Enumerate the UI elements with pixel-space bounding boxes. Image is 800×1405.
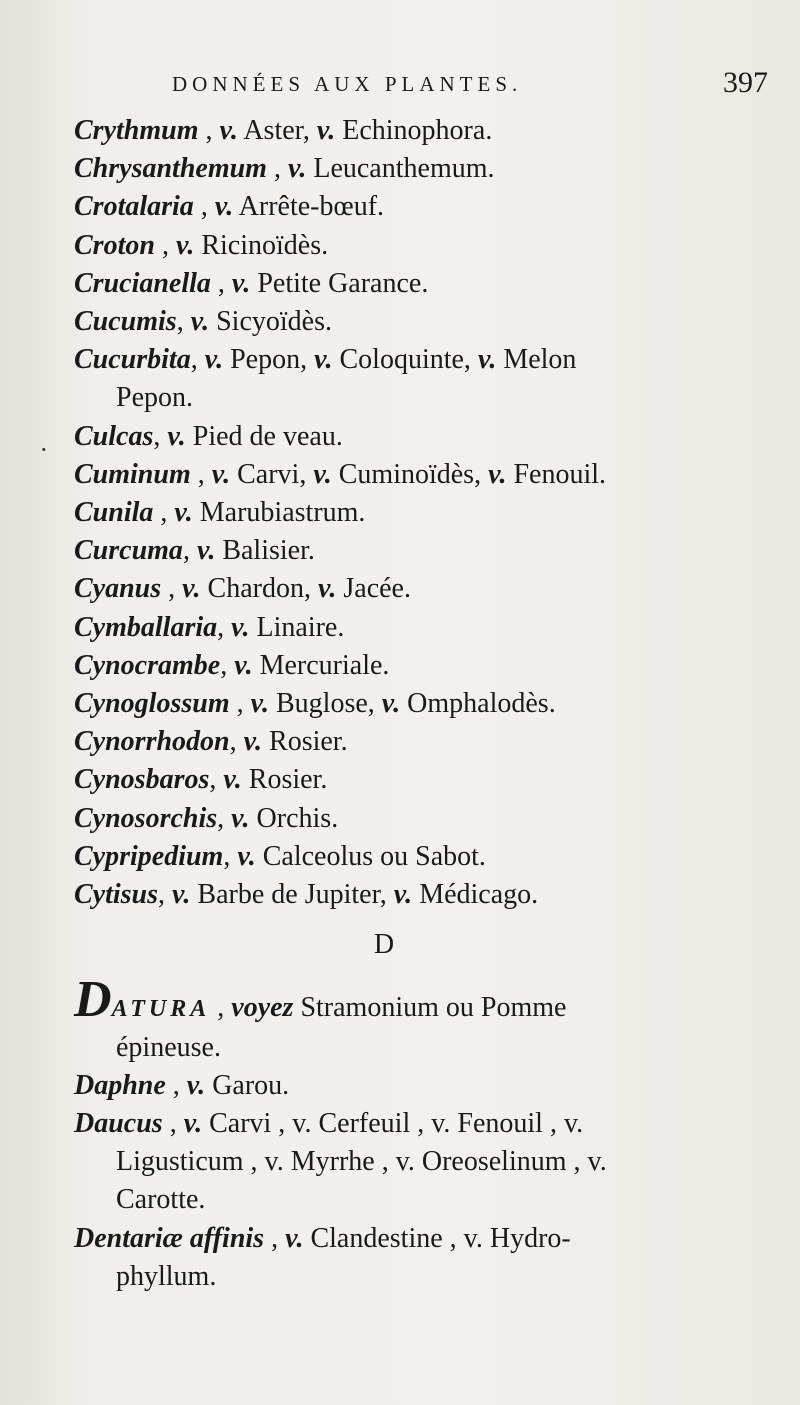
separator: , (209, 764, 224, 796)
voyez-abbr: v. (231, 611, 250, 643)
separator: , (229, 726, 244, 758)
voyez-abbr: v. (317, 573, 337, 605)
entry-continuation: Ligusticum , v. Myrrhe , v. Oreoselinum , v. (116, 1146, 607, 1178)
voyez-abbr: v. (477, 344, 497, 376)
separator: , (158, 879, 173, 911)
voyez-abbr: v. (234, 649, 253, 681)
voyez-abbr: v. (314, 344, 333, 376)
genus-name: Cyanus (74, 573, 162, 605)
cross-reference: Ricinoïdès. (194, 229, 329, 261)
genus-name: Dentariæ affinis (74, 1222, 265, 1254)
entry-list (74, 112, 774, 1296)
cross-reference: Carvi, (230, 458, 314, 490)
list-item (74, 570, 774, 608)
list-item (74, 1105, 774, 1220)
voyez-abbr: v. (167, 420, 186, 452)
voyez-abbr: v. (204, 344, 224, 376)
genus-name: Daphne (74, 1069, 166, 1101)
voyez-abbr: v. (186, 1069, 206, 1101)
voyez-abbr: v. (250, 688, 269, 720)
list-item (74, 418, 774, 456)
genus-name: Cucumis (74, 306, 177, 338)
genus-name: Culcas (74, 420, 154, 452)
entry-continuation: phyllum. (116, 1260, 217, 1292)
voyez-abbr: v. (219, 115, 238, 146)
voyez-abbr: v. (313, 458, 332, 490)
genus-name: Crucianella (74, 267, 211, 299)
voyez-abbr: v. (182, 573, 201, 605)
list-item (74, 1220, 774, 1296)
list-item (74, 150, 774, 188)
voyez-abbr: v. (223, 764, 242, 796)
list-item (74, 876, 774, 914)
voyez-word: voyez (231, 992, 294, 1024)
separator: , (182, 535, 197, 567)
cross-reference: Sicyoïdès. (209, 306, 332, 338)
section-letter: D (373, 929, 395, 961)
cross-reference: Omphalodès. (400, 688, 556, 720)
genus-name: ATURA (111, 996, 211, 1023)
list-item (74, 761, 774, 799)
cross-reference: Rosier. (241, 764, 328, 796)
voyez-abbr: v. (285, 1222, 304, 1254)
cross-reference: Clandestine , v. Hydro- (303, 1222, 571, 1254)
cross-reference: Garou. (205, 1069, 290, 1101)
voyez-abbr: v. (172, 879, 191, 911)
running-title: DONNÉES AUX PLANTES. (172, 72, 523, 96)
list-item (74, 800, 774, 838)
genus-name: Crythmum (74, 115, 199, 146)
separator: , (229, 688, 251, 720)
cross-reference: Calceolus ou Sabot. (255, 840, 486, 872)
separator: , (223, 840, 238, 872)
list-item (74, 188, 774, 226)
list-item (74, 609, 774, 647)
separator: , (161, 573, 183, 605)
list-item (74, 112, 774, 150)
voyez-abbr: v. (183, 1108, 203, 1140)
separator: , (217, 802, 232, 834)
genus-name: Cytisus (74, 879, 159, 911)
cross-reference: Balisier. (215, 535, 315, 567)
separator: , (217, 611, 232, 643)
separator: , (210, 992, 232, 1024)
voyez-abbr: v. (190, 306, 210, 338)
genus-name: Croton (74, 229, 155, 261)
genus-name: Cypripedium (74, 840, 224, 872)
cross-reference: Arrête-bœuf. (233, 191, 385, 223)
cross-reference: Chardon, (200, 573, 318, 605)
cross-reference: Fenouil. (506, 458, 607, 490)
separator: , (190, 458, 212, 490)
separator: , (176, 306, 191, 338)
list-item (74, 532, 774, 570)
voyez-abbr: v. (214, 191, 234, 223)
voyez-abbr: v. (488, 458, 507, 490)
list-item (74, 265, 774, 303)
genus-name: Cymballaria (74, 611, 218, 643)
voyez-abbr: v. (174, 497, 193, 529)
cross-reference: Médicago. (412, 879, 539, 911)
separator: , (266, 153, 288, 185)
separator: , (190, 344, 205, 376)
stray-mark: · (40, 436, 48, 464)
separator: , (153, 420, 168, 452)
voyez-abbr: v. (175, 229, 195, 261)
list-item (74, 303, 774, 341)
list-item (74, 1067, 774, 1105)
voyez-abbr: v. (243, 726, 263, 758)
cross-reference: Barbe de Jupiter, (190, 879, 394, 911)
cross-reference: Pepon, (223, 344, 315, 376)
list-item (74, 227, 774, 265)
cross-reference: Aster, (237, 115, 317, 146)
cross-reference: Cuminoïdès, (331, 458, 489, 490)
genus-name: Cynorrhodon (74, 726, 230, 758)
separator: , (193, 191, 215, 223)
cross-reference: Buglose, (269, 688, 382, 720)
list-item (74, 685, 774, 723)
genus-name: Curcuma (74, 535, 183, 567)
separator: , (210, 267, 232, 299)
genus-name: Cynoglossum (74, 688, 230, 720)
cross-reference: Linaire. (249, 611, 345, 643)
list-item (74, 838, 774, 876)
running-head (172, 66, 768, 106)
cross-reference: Marubiastrum. (192, 497, 366, 529)
separator: , (198, 115, 220, 146)
entry-continuation: Pepon. (116, 382, 193, 414)
entry-continuation: épineuse. (116, 1031, 221, 1063)
page-number: 397 (723, 66, 768, 99)
voyez-abbr: v. (231, 267, 251, 299)
voyez-abbr: v. (237, 840, 256, 872)
voyez-abbr: v. (316, 115, 336, 146)
voyez-abbr: v. (287, 153, 307, 185)
genus-name: Cynosorchis (74, 802, 218, 834)
section-lead-entry (74, 971, 774, 1066)
cross-reference: Petite Garance. (250, 267, 429, 299)
cross-reference: Pied de veau. (185, 420, 343, 452)
genus-name: Crotalaria (74, 191, 194, 223)
cross-reference: Rosier. (262, 726, 348, 758)
separator: , (153, 497, 175, 529)
separator: , (162, 1108, 184, 1140)
separator: , (220, 649, 235, 681)
list-item (74, 341, 774, 417)
voyez-abbr: v. (211, 458, 231, 490)
genus-name: Daucus (74, 1108, 163, 1140)
separator: , (264, 1222, 286, 1254)
genus-name: Cunila (74, 497, 154, 529)
entry-continuation: Carotte. (116, 1184, 206, 1216)
list-item (74, 723, 774, 761)
list-item (74, 456, 774, 494)
drop-cap: D (74, 971, 112, 1029)
separator: , (165, 1069, 187, 1101)
cross-reference: Coloquinte, (332, 344, 478, 376)
cross-reference: Jacée. (336, 573, 411, 605)
genus-name: Cucurbita (74, 344, 191, 376)
genus-name: Chrysanthemum (74, 153, 267, 185)
cross-reference: Mercuriale. (252, 649, 390, 681)
voyez-abbr: v. (381, 688, 401, 720)
cross-reference: Stramonium ou Pomme (293, 992, 567, 1024)
list-item (74, 647, 774, 685)
voyez-abbr: v. (393, 879, 413, 911)
genus-name: Cynocrambe (74, 649, 221, 681)
cross-reference: Orchis. (249, 802, 339, 834)
cross-reference: Echinophora. (335, 115, 493, 146)
voyez-abbr: v. (196, 535, 216, 567)
cross-reference: Leucanthemum. (306, 153, 495, 185)
cross-reference: Carvi , v. Cerfeuil , v. Fenouil , v. (202, 1108, 584, 1140)
list-item (74, 494, 774, 532)
voyez-abbr: v. (231, 802, 250, 834)
genus-name: Cuminum (74, 458, 191, 490)
genus-name: Cynosbaros (74, 764, 210, 796)
cross-reference: Melon (496, 344, 577, 376)
separator: , (154, 229, 176, 261)
